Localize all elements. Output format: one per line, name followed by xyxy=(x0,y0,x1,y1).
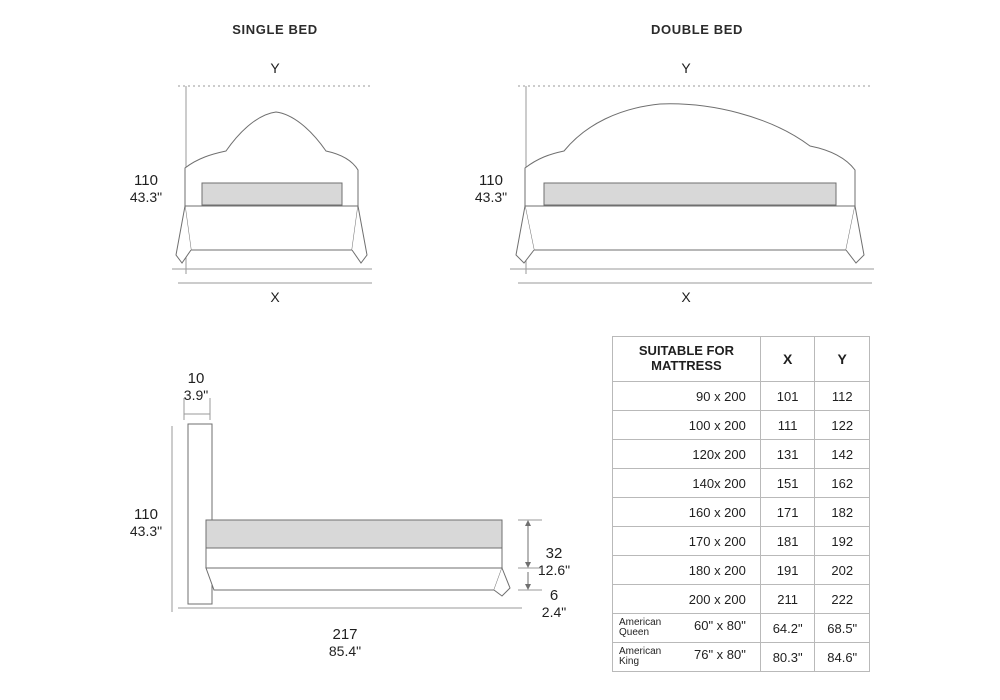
cell-mattress xyxy=(613,614,761,643)
cell-y: 84.6" xyxy=(815,643,870,672)
table-row xyxy=(613,643,870,672)
single-bed-y-label: Y xyxy=(270,60,280,76)
cell-y: 182 xyxy=(815,498,870,527)
cell-x: 151 xyxy=(760,469,815,498)
side-mattress-height-in: 12.6" xyxy=(537,561,571,578)
cell-mattress-prefix: American Queen xyxy=(619,616,662,638)
table-body xyxy=(613,382,870,672)
cell-x: 181 xyxy=(760,527,815,556)
table-row xyxy=(613,585,870,614)
double-bed-drawing xyxy=(500,50,890,300)
side-height-in: 43.3" xyxy=(129,522,163,539)
side-view-drawing xyxy=(150,380,550,640)
cell-mattress: 120x 200 xyxy=(613,440,761,469)
cell-x: 101 xyxy=(760,382,815,411)
cell-mattress: 160 x 200 xyxy=(613,498,761,527)
mattress-size-table xyxy=(612,336,870,672)
single-bed-height-cm: 110 xyxy=(134,172,158,189)
cell-x: 111 xyxy=(760,411,815,440)
cell-y: 112 xyxy=(815,382,870,411)
cell-y: 68.5" xyxy=(815,614,870,643)
side-length-cm: 217 xyxy=(332,626,358,643)
side-base-height-cm: 6 xyxy=(549,587,559,604)
cell-x: 191 xyxy=(760,556,815,585)
double-bed-x-label: X xyxy=(681,289,691,305)
cell-y: 162 xyxy=(815,469,870,498)
cell-x: 211 xyxy=(760,585,815,614)
cell-mattress: 170 x 200 xyxy=(613,527,761,556)
table-row xyxy=(613,556,870,585)
table-row xyxy=(613,498,870,527)
double-bed-height-cm: 110 xyxy=(479,172,503,189)
cell-y: 192 xyxy=(815,527,870,556)
table-row xyxy=(613,469,870,498)
double-bed-height-in: 43.3" xyxy=(474,188,508,205)
table-header-mattress-line2: MATTRESS xyxy=(651,358,722,373)
side-base-height-in: 2.4" xyxy=(541,603,567,620)
table-header-row xyxy=(613,337,870,382)
side-mattress-height-cm: 32 xyxy=(545,545,563,562)
cell-mattress: 180 x 200 xyxy=(613,556,761,585)
table-row xyxy=(613,411,870,440)
table-row xyxy=(613,382,870,411)
cell-mattress xyxy=(613,643,761,672)
cell-mattress: 200 x 200 xyxy=(613,585,761,614)
double-bed-title: DOUBLE BED xyxy=(651,22,743,37)
cell-y: 202 xyxy=(815,556,870,585)
cell-mattress: 90 x 200 xyxy=(613,382,761,411)
cell-x: 64.2" xyxy=(760,614,815,643)
cell-y: 122 xyxy=(815,411,870,440)
cell-mattress: 140x 200 xyxy=(613,469,761,498)
cell-mattress-value: 60" x 80" xyxy=(694,617,746,633)
single-bed-x-label: X xyxy=(270,289,280,305)
table-row xyxy=(613,527,870,556)
cell-x: 171 xyxy=(760,498,815,527)
table-header-mattress xyxy=(613,337,761,382)
cell-y: 142 xyxy=(815,440,870,469)
single-bed-title: SINGLE BED xyxy=(232,22,318,37)
side-length-in: 85.4" xyxy=(328,642,362,659)
table-row xyxy=(613,614,870,643)
side-headboard-thickness-in: 3.9" xyxy=(183,386,209,403)
cell-x: 131 xyxy=(760,440,815,469)
cell-mattress-value: 76" x 80" xyxy=(694,646,746,662)
cell-y: 222 xyxy=(815,585,870,614)
double-bed-y-label: Y xyxy=(681,60,691,76)
table-header-mattress-line1: SUITABLE FOR xyxy=(638,343,734,359)
single-bed-height-in: 43.3" xyxy=(129,188,163,205)
table-header-x: X xyxy=(760,337,815,382)
cell-mattress-prefix: American King xyxy=(619,645,662,667)
cell-x: 80.3" xyxy=(760,643,815,672)
side-height-cm: 110 xyxy=(134,506,158,523)
side-headboard-thickness-cm: 10 xyxy=(187,370,205,387)
cell-mattress: 100 x 200 xyxy=(613,411,761,440)
table-row xyxy=(613,440,870,469)
single-bed-drawing xyxy=(160,50,390,300)
table-header-y: Y xyxy=(815,337,870,382)
